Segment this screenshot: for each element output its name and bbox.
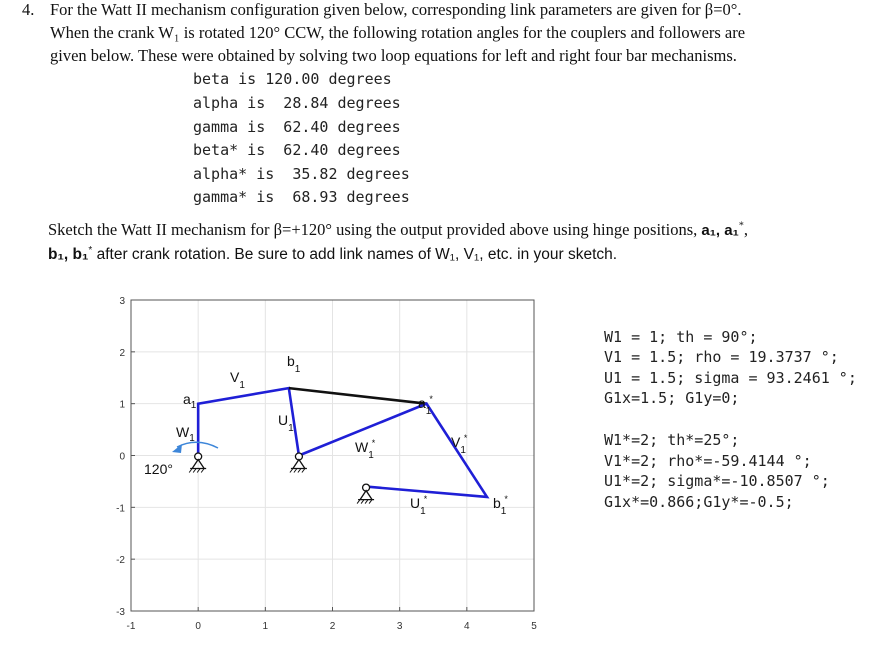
label-angle: 120° (144, 461, 173, 477)
param-left-2: V1 = 1.5; rho = 19.3737 °; (604, 348, 839, 366)
ground-symbols (189, 453, 374, 504)
hinge-triangle (293, 460, 305, 469)
label-U1: $U_1$ (278, 412, 294, 434)
problem-number: 4. (22, 0, 35, 19)
result-alpha: alpha is 28.84 degrees (193, 94, 401, 112)
label-U1-star: $U_1*$ (410, 494, 428, 517)
x-tick-label: 4 (464, 621, 470, 632)
y-tick-label: -1 (116, 503, 125, 515)
y-tick-label: -3 (116, 607, 125, 618)
sketch-b1-star: * (88, 245, 93, 256)
x-tick-label: 0 (195, 621, 201, 632)
param-right-3: U1*=2; sigma*=-10.8507 °; (604, 472, 830, 490)
result-beta-star: beta* is 62.40 degrees (193, 141, 401, 159)
sketch-a1: a₁, a₁ (701, 222, 739, 239)
y-tick-label: 0 (119, 451, 125, 463)
problem-line-2: When the crank W₁ is rotated 120° CCW, the following rotation angles for the couplers and followers are (50, 23, 746, 42)
label-a1-star: $a_1*$ (418, 394, 433, 417)
label-W1-star: $W_1*$ (355, 438, 376, 461)
problem-line-1: For the Watt II mechanism configuration given below, corresponding link parameters are given for β=0°. (50, 0, 742, 19)
result-gamma: gamma is 62.40 degrees (193, 118, 401, 136)
problem-line-3: given below. These were obtained by solving two loop equations for left and right four bar mechanisms. (50, 46, 737, 65)
x-tick-label: 2 (329, 621, 336, 632)
param-left-3: U1 = 1.5; sigma = 93.2461 °; (604, 369, 857, 387)
sketch-text-1: Sketch the Watt II mechanism for β=+120° using the output provided above using hinge positions, (48, 220, 702, 239)
result-gamma-star: gamma* is 68.93 degrees (193, 188, 410, 206)
plot-links (198, 388, 487, 497)
y-tick-label: 1 (119, 399, 125, 411)
param-right-1: W1*=2; th*=25°; (604, 431, 740, 449)
label-V1: $V_1$ (230, 369, 245, 391)
y-tick-label: -2 (116, 555, 125, 567)
y-tick-label: 2 (119, 347, 125, 359)
sketch-text-2: after crank rotation. Be sure to add link names of W₁, V₁, etc. in your sketch. (92, 246, 618, 264)
hinge-triangle (360, 491, 372, 500)
param-right-4: G1x*=0.866;G1y*=-0.5; (604, 493, 794, 511)
sketch-b1: b₁, b₁ (48, 246, 89, 264)
label-W1: $W_1$ (176, 424, 195, 444)
x-tick-label: -1 (126, 621, 136, 632)
y-tick-label: 3 (119, 296, 125, 307)
x-tick-label: 3 (396, 621, 403, 632)
result-beta: beta is 120.00 degrees (193, 70, 392, 88)
link-right-blue-a (299, 404, 487, 497)
sketch-comma: , (743, 220, 748, 239)
label-V1-star: $V_1*$ (451, 433, 468, 456)
rotation-arrow (172, 442, 218, 453)
label-b1-star: $b_1*$ (493, 494, 508, 517)
param-left-4: G1x=1.5; G1y=0; (604, 389, 740, 407)
label-a1: $a_1$ (183, 391, 197, 411)
result-alpha-star: alpha* is 35.82 degrees (193, 165, 410, 183)
link-coupler-black (289, 388, 427, 404)
label-b1: $b_1$ (287, 353, 301, 375)
param-right-2: V1*=2; rho*=-59.4144 °; (604, 452, 812, 470)
plot-axes (116, 296, 537, 632)
param-left-1: W1 = 1; th = 90°; (604, 328, 758, 346)
sketch-a1-star: * (738, 220, 744, 232)
x-tick-label: 1 (262, 621, 269, 632)
x-tick-label: 5 (531, 621, 537, 632)
